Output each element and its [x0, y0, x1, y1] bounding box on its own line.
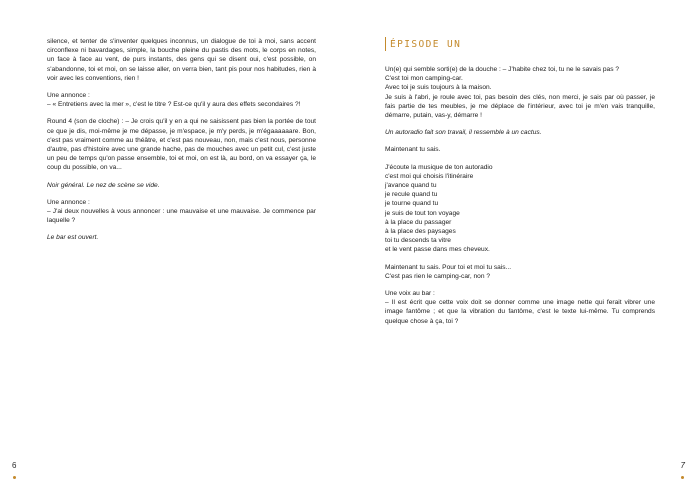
dialogue-line: C'est toi mon camping-car.: [385, 75, 463, 83]
paragraph-round-4: Round 4 (son de cloche) : – Je crois qu'il y en a qui ne saisissent pas bien la portée de tout ce que je dis, moi-même je me dépasse, je m'espace, je m'y perds, je m'égaaaaaare. Bon, c'est pas vraiment comme au théâtre, et c'est pas nouveau, non, mais c'est nous, personne d'autre, pas d'histoire avec une grande hache, pas de mouches avec un petit cul, c'est juste un peu de temps qu'on passe ensemble, toi et moi, on est là, au bord, on va essayer ça, le coup du possible, on va...: [47, 118, 316, 172]
poem-line: à la place des paysages: [385, 228, 456, 236]
poem-line: c'est moi qui choisis l'itinéraire: [385, 172, 474, 180]
folio-dot-right: [681, 476, 684, 479]
stage-direction-bar-text: Le bar est ouvert.: [47, 234, 99, 242]
left-text-column: [47, 37, 316, 251]
voice-text: – Il est écrit que cette voix doit se donner comme une image nette qui ferait vibrer une image fantôme ; et que la vibration du fantôme, c'est le texte lui-même. Tu comprends quelque chose à ça, toi ?: [385, 299, 655, 325]
episode-marker-bar: [385, 37, 386, 51]
episode-title: ÉPISODE UN: [390, 38, 462, 50]
poem-line: je tourne quand tu: [385, 200, 439, 208]
dialogue-line: Je suis à l'abri, je roule avec toi, pas besoin des clés, non merci, je sais par où passer, je fais partie de tes meubles, je me déplace de l'intérieur, avec toi je m'en vais tranquille, démarre, putain, vas-y, démarre !: [385, 93, 655, 120]
dialogue-line: Un(e) qui semble sorti(e) de la douche : – J'habite chez toi, tu ne le savais pas ?: [385, 66, 619, 73]
poem-line: je suis de tout ton voyage: [385, 209, 460, 217]
after-poem-line: C'est pas rien le camping-car, non ?: [385, 272, 490, 280]
paragraph-silence: silence, et tenter de s'inventer quelques inconnus, un dialogue de toi à moi, sans accent circonflexe ni bavardages, simple, la bouche pleine du pastis des mots, le corps en notes, un face à face au vent, de purs instants, des gens qui se disent oui, c'est possible, on s'abandonne, toi et moi, on se laisse aller, on verra bien, tant pis pour nos habitudes, rien à voir avec les conventions, rien !: [47, 38, 316, 82]
announcement-text: – « Entretiens avec la mer », c'est le titre ? Est-ce qu'il y aura des effets secondaires ?!: [47, 101, 301, 109]
stage-direction-noir-text: Noir général. Le nez de scène se vide.: [47, 181, 160, 189]
episode-heading: [385, 36, 461, 52]
poem-line: à la place du passager: [385, 218, 452, 226]
right-text-column: [385, 65, 655, 334]
announcement-text-2: – J'ai deux nouvelles à vous annoncer : une mauvaise et une mauvaise. Je commence par laquelle ?: [47, 208, 316, 225]
stage-direction-autoradio: [385, 128, 655, 137]
poem-line: je recule quand tu: [385, 191, 438, 199]
poem-line: J'écoute la musique de ton autoradio: [385, 163, 493, 171]
poem: [385, 163, 655, 255]
page-number-right: 7: [680, 461, 685, 470]
announcement-label: Une annonce :: [47, 92, 90, 100]
poem-line: j'avance quand tu: [385, 182, 437, 190]
maintenant-line: Maintenant tu sais.: [385, 146, 441, 154]
stage-direction-bar: [47, 233, 316, 242]
folio-dot-left: [13, 476, 16, 479]
voice-label: Une voix au bar :: [385, 290, 435, 298]
right-page: [350, 0, 700, 497]
announcement-label-2: Une annonce :: [47, 198, 90, 206]
poem-line: toi tu descends ta vitre: [385, 237, 451, 245]
after-poem-line: Maintenant tu sais. Pour toi et moi tu sais...: [385, 263, 512, 271]
dialogue-opening: [385, 65, 655, 120]
dialogue-line: Avec toi je suis toujours à la maison.: [385, 84, 492, 92]
stage-direction-noir: [47, 181, 316, 190]
after-poem: [385, 263, 655, 281]
page-number-left: 6: [12, 461, 17, 470]
poem-line: et le vent passe dans mes cheveux.: [385, 246, 490, 254]
stage-direction-autoradio-text: Un autoradio fait son travail, il ressemble à un cactus.: [385, 129, 542, 137]
voice-block: [385, 289, 655, 326]
